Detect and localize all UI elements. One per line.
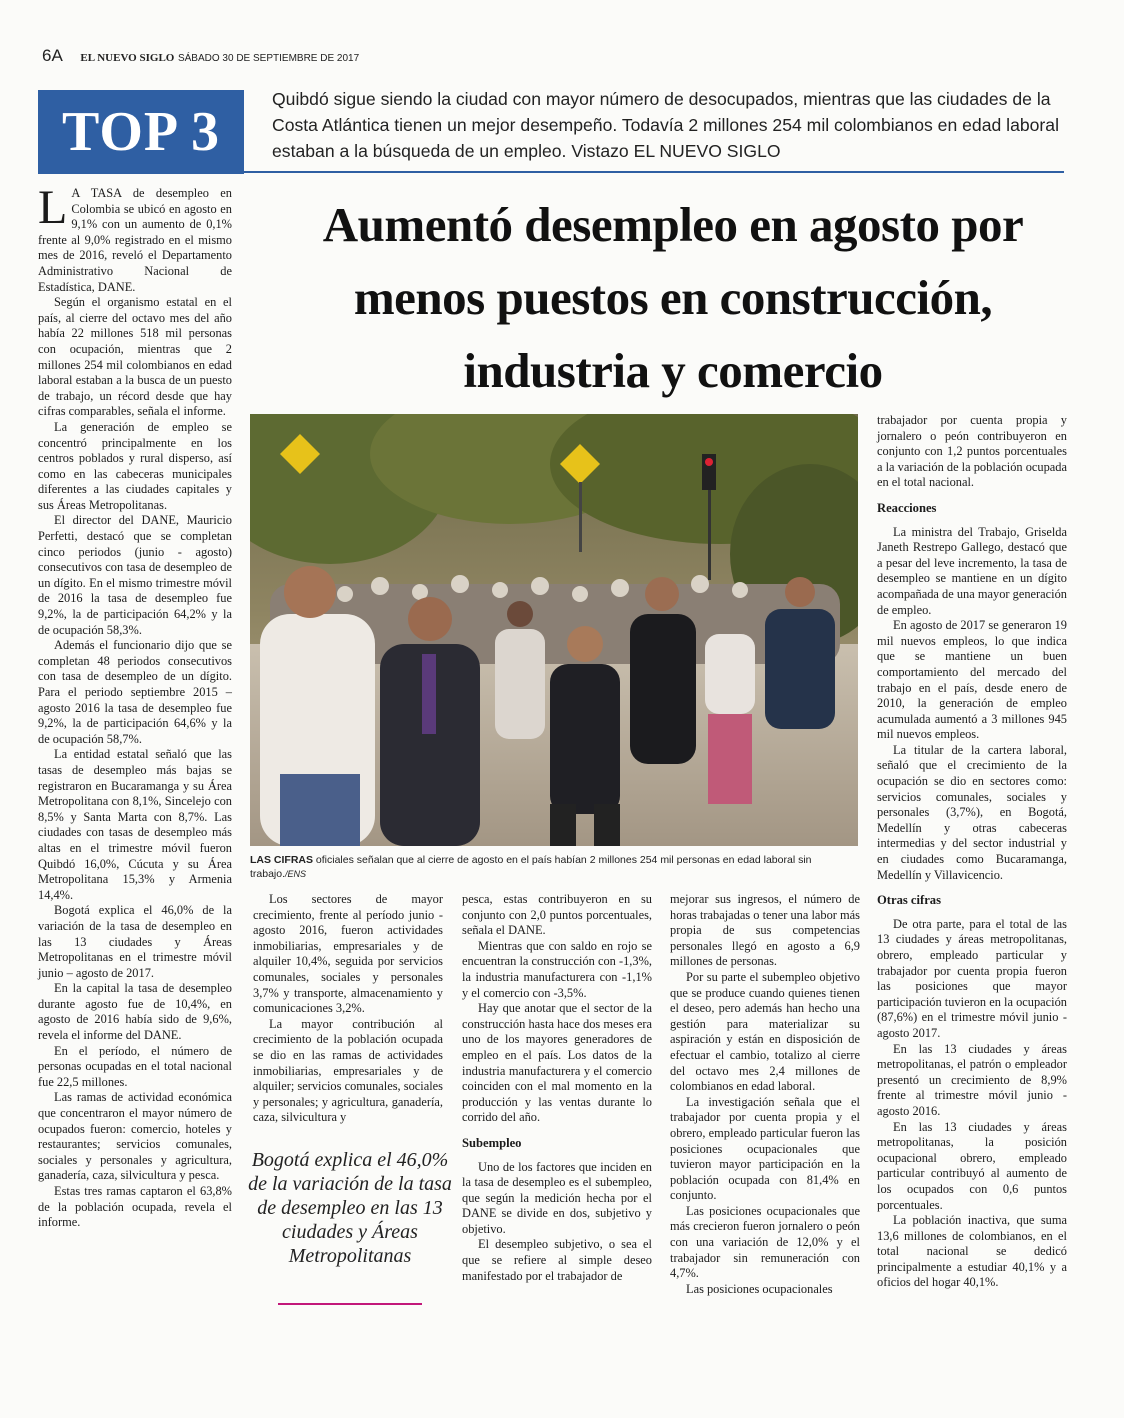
paragraph: Además el funcionario dijo que se completan 48 periodos consecutivos con tasa de desempleo de un dígito. Para el periodo septiembre 2015 – agosto 2016 la tasa de desempleo fue 9,2%, la de participación 64,6% y la de ocupación 58,7%. xyxy=(38,638,232,746)
subhead-subempleo: Subempleo xyxy=(462,1135,522,1150)
article-column-4 xyxy=(670,892,860,1297)
issue-date: SÁBADO 30 DE SEPTIEMBRE DE 2017 xyxy=(177,53,360,64)
paragraph: En la capital la tasa de desempleo durante agosto fue de 10,4%, en agosto de 2016 había sido de 9,6%, revela el informe del DANE. xyxy=(38,981,232,1043)
paragraph: En el período, el número de personas ocupadas en el total nacional fue 22,5 millones. xyxy=(38,1043,232,1089)
section-tag: TOP 3 xyxy=(38,90,244,174)
newspaper-name: EL NUEVO SIGLO xyxy=(80,52,175,64)
paragraph: Las ramas de actividad económica que concentraron el mayor número de ocupados fueron: comercio, hoteles y restaurantes; servicios comunales, sociales y personales y agricultura, ganadería, caza, silvicultura y pesca. xyxy=(38,1090,232,1183)
paragraph: En agosto de 2017 se generaron 19 mil nuevos empleos, lo que indica que se mantiene un buen comportamiento del mercado del trabajo en el país, desde enero de 2010, la generación de empleo acumulada aumentó a 3 millones 945 mil nuevos empleos. xyxy=(877,618,1067,742)
article-column-1 xyxy=(38,181,232,1231)
photo-credit: /ENS xyxy=(285,869,307,879)
article-column-5 xyxy=(877,413,1067,1291)
deck-summary: Quibdó sigue siendo la ciudad con mayor número de desocupados, mientras que las ciudades de la Costa Atlántica tienen un mejor desempeño. Todavía 2 millones 254 mil colombianos en edad laboral estaban a la búsqueda de un empleo. Vistazo EL NUEVO SIGLO xyxy=(272,89,1059,161)
crowd-street-photo xyxy=(250,414,858,846)
photo-illustration xyxy=(250,414,858,846)
photo-caption xyxy=(250,853,858,881)
article-column-2 xyxy=(253,892,443,1126)
subhead-otras-cifras: Otras cifras xyxy=(877,893,941,908)
paragraph: El director del DANE, Mauricio Perfetti, destacó que se completan cinco periodos (junio - agosto) consecutivos con tasa de desempleo de un dígito. En el mismo trimestre móvil de 2016 la tasa de desempleo fue 9,2%, la de participación 64,2% y la de ocupación 58,3%. xyxy=(38,513,232,637)
paragraph: La ministra del Trabajo, Griselda Janeth Restrepo Gallego, destacó que a pesar del leve incremento, la tasa de desempleo se mantiene en un dígito acompañada de una mayor generación de empleo. xyxy=(877,524,1067,617)
paragraph: Los sectores de mayor crecimiento, frente al período junio - agosto 2016, fueron actividades inmobiliarias, empresariales y de alquiler 10,4%, seguida por servicios comunales, sociales y personales 3,7% y transporte, almacenamiento y comunicaciones 3,2%. xyxy=(253,892,443,1016)
caption-lead: LAS CIFRAS xyxy=(250,854,313,866)
paragraph: Por su parte el subempleo objetivo que se produce cuando quienes tienen el deseo, pero además han hecho una gestión para materializar su aspiración y están en disposición de efectuar el cambio, totalizo al cierre del octavo mes 2,4 millones de colombianos en edad laboral. xyxy=(670,969,860,1094)
paragraph: trabajador por cuenta propia y jornalero o peón contribuyeron en conjunto con 1,2 puntos porcentuales a la variación de la población ocupada en el total nacional. xyxy=(877,413,1067,490)
paragraph: El desempleo subjetivo, o sea el que se refiere al simple deseo manifestado por el trabajador de xyxy=(462,1237,652,1283)
paragraph: mejorar sus ingresos, el número de horas trabajadas o tener una labor más propia de sus competencias personales llegó en agosto a 6,9 millones de personas. xyxy=(670,892,860,969)
drop-cap: L xyxy=(38,181,68,234)
paragraph: La mayor contribución al crecimiento de la población ocupada se dio en las ramas de actividades inmobiliarias, empresariales y de alquiler; servicios comunales, sociales y personales; y agricultura, ganadería, caza, silvicultura y xyxy=(253,1016,443,1125)
paragraph: En las 13 ciudades y áreas metropolitanas, la posición ocupacional obrero, empleado particular contribuyó al aumento de los ocupados con 0,6 puntos porcentuales. xyxy=(877,1119,1067,1212)
paragraph: Uno de los factores que inciden en la tasa de desempleo es el subempleo, que según la medición hecha por el DANE se divide en dos, subjetivo y objetivo. xyxy=(462,1159,652,1236)
paragraph: La entidad estatal señaló que las tasas de desempleo más bajas se registraron en Bucaramanga y su Área Metropolitana con 8,1%, Sincelejo con 8,5% y Santa Marta con 8,7%. Las ciudades con tasas de desempleo más altas en el trimestre móvil fueron Quibdó 16,0%, Cúcuta y su Área Metropolitana 15,3% y Armenia 14,4%. xyxy=(38,747,232,902)
paragraph: Según el organismo estatal en el país, al cierre del octavo mes del año había 22 millones 518 mil personas con ocupación, mientras que 2 millones 254 mil colombianos en edad laboral estaban a la busca de un puesto de trabajo, un récord desde que hay cifras comparables, señala el informe. xyxy=(38,295,232,419)
paragraph: Las posiciones ocupacionales que más crecieron fueron jornalero o peón con una variación de 12,0% y el trabajador sin remuneración con 4,7%. xyxy=(670,1203,860,1281)
subhead-reacciones: Reacciones xyxy=(877,500,937,515)
lead-text: A TASA de desempleo en Colombia se ubicó en agosto en 9,1% con un aumento de 0,1% frente al 9,0% registrado en el mismo mes de 2016, reveló el Departamento Administrativo Nacional de Estadística, DANE. xyxy=(38,186,232,294)
article-column-3 xyxy=(462,892,652,1284)
paragraph: Mientras que con saldo en rojo se encuentran la construcción con -1,3%, la industria manufacturera con -1,1% y el comercio con -3,5%. xyxy=(462,938,652,1000)
paragraph: La población inactiva, que suma 13,6 millones de colombianos, en el total nacional se dedicó principalmente a estudiar 40,1% y a oficios del hogar 40,1%. xyxy=(877,1213,1067,1290)
paragraph: Estas tres ramas captaron el 63,8% de la población ocupada, revela el informe. xyxy=(38,1184,232,1230)
paragraph: La investigación señala que el trabajador por cuenta propia y el obrero, empleado particular fueron las posiciones ocupacionales que tuvieron mayor participación en la población ocupada con 81,4% en conjunto. xyxy=(670,1094,860,1203)
paragraph: Bogotá explica el 46,0% de la variación de la tasa de desempleo en las 13 ciudades y Áreas Metropolitanas en el trimestre móvil junio – agosto de 2017. xyxy=(38,903,232,980)
lead-paragraph xyxy=(38,181,232,295)
paragraph: Las posiciones ocupacionales xyxy=(686,1281,833,1296)
paragraph: De otra parte, para el total de las 13 ciudades y áreas metropolitanas, obrero, empleado particular y trabajador por cuenta propia fueron las posiciones que mayor participación tuvieron en la ocupación (87,6%) en el trimestre móvil junio - agosto 2017. xyxy=(877,916,1067,1040)
pull-quote-rule xyxy=(278,1303,422,1305)
paragraph: La titular de la cartera laboral, señaló que el crecimiento de la ocupación se dio en sectores como: servicios comunales, sociales y personales (3,7%), en Bogotá, Medellín y otras cabeceras intermedias y del sector industrial y en ciudades como Bucaramanga, Medellín y Villavicencio. xyxy=(877,742,1067,882)
paragraph: pesca, estas contribuyeron en su conjunto con 2,0 puntos porcentuales, señala el DANE. xyxy=(462,892,652,938)
headline: Aumentó desempleo en agosto por menos puestos en construcción, industria y comercio xyxy=(322,197,1024,398)
paragraph: Hay que anotar que el sector de la construcción hasta hace dos meses era uno de los mayores generadores de empleo en el país. Los datos de la industria manufacturera y el comercio coinciden con el mal momento en la producción y las ventas durante lo corrido del año. xyxy=(462,1001,652,1125)
pull-quote: Bogotá explica el 46,0% de la variación de la tasa de desempleo en las 13 ciudades y Áreas Metropolitanas xyxy=(248,1149,452,1267)
paragraph: En las 13 ciudades y áreas metropolitanas, el patrón o empleador presentó un crecimiento de 8,9% frente al trimestre móvil junio - agosto 2016. xyxy=(877,1041,1067,1118)
folio xyxy=(42,46,359,66)
caption-text: oficiales señalan que al cierre de agosto en el país habían 2 millones 254 mil personas en edad laboral sin trabajo. xyxy=(250,854,812,880)
page-number: 6A xyxy=(42,46,63,65)
banner-rule xyxy=(244,171,1064,173)
paragraph: La generación de empleo se concentró principalmente en los centros poblados y rural disperso, así como en las cabeceras municipales diferentes a las ciudades capitales y sus Áreas Metropolitanas. xyxy=(38,419,232,512)
